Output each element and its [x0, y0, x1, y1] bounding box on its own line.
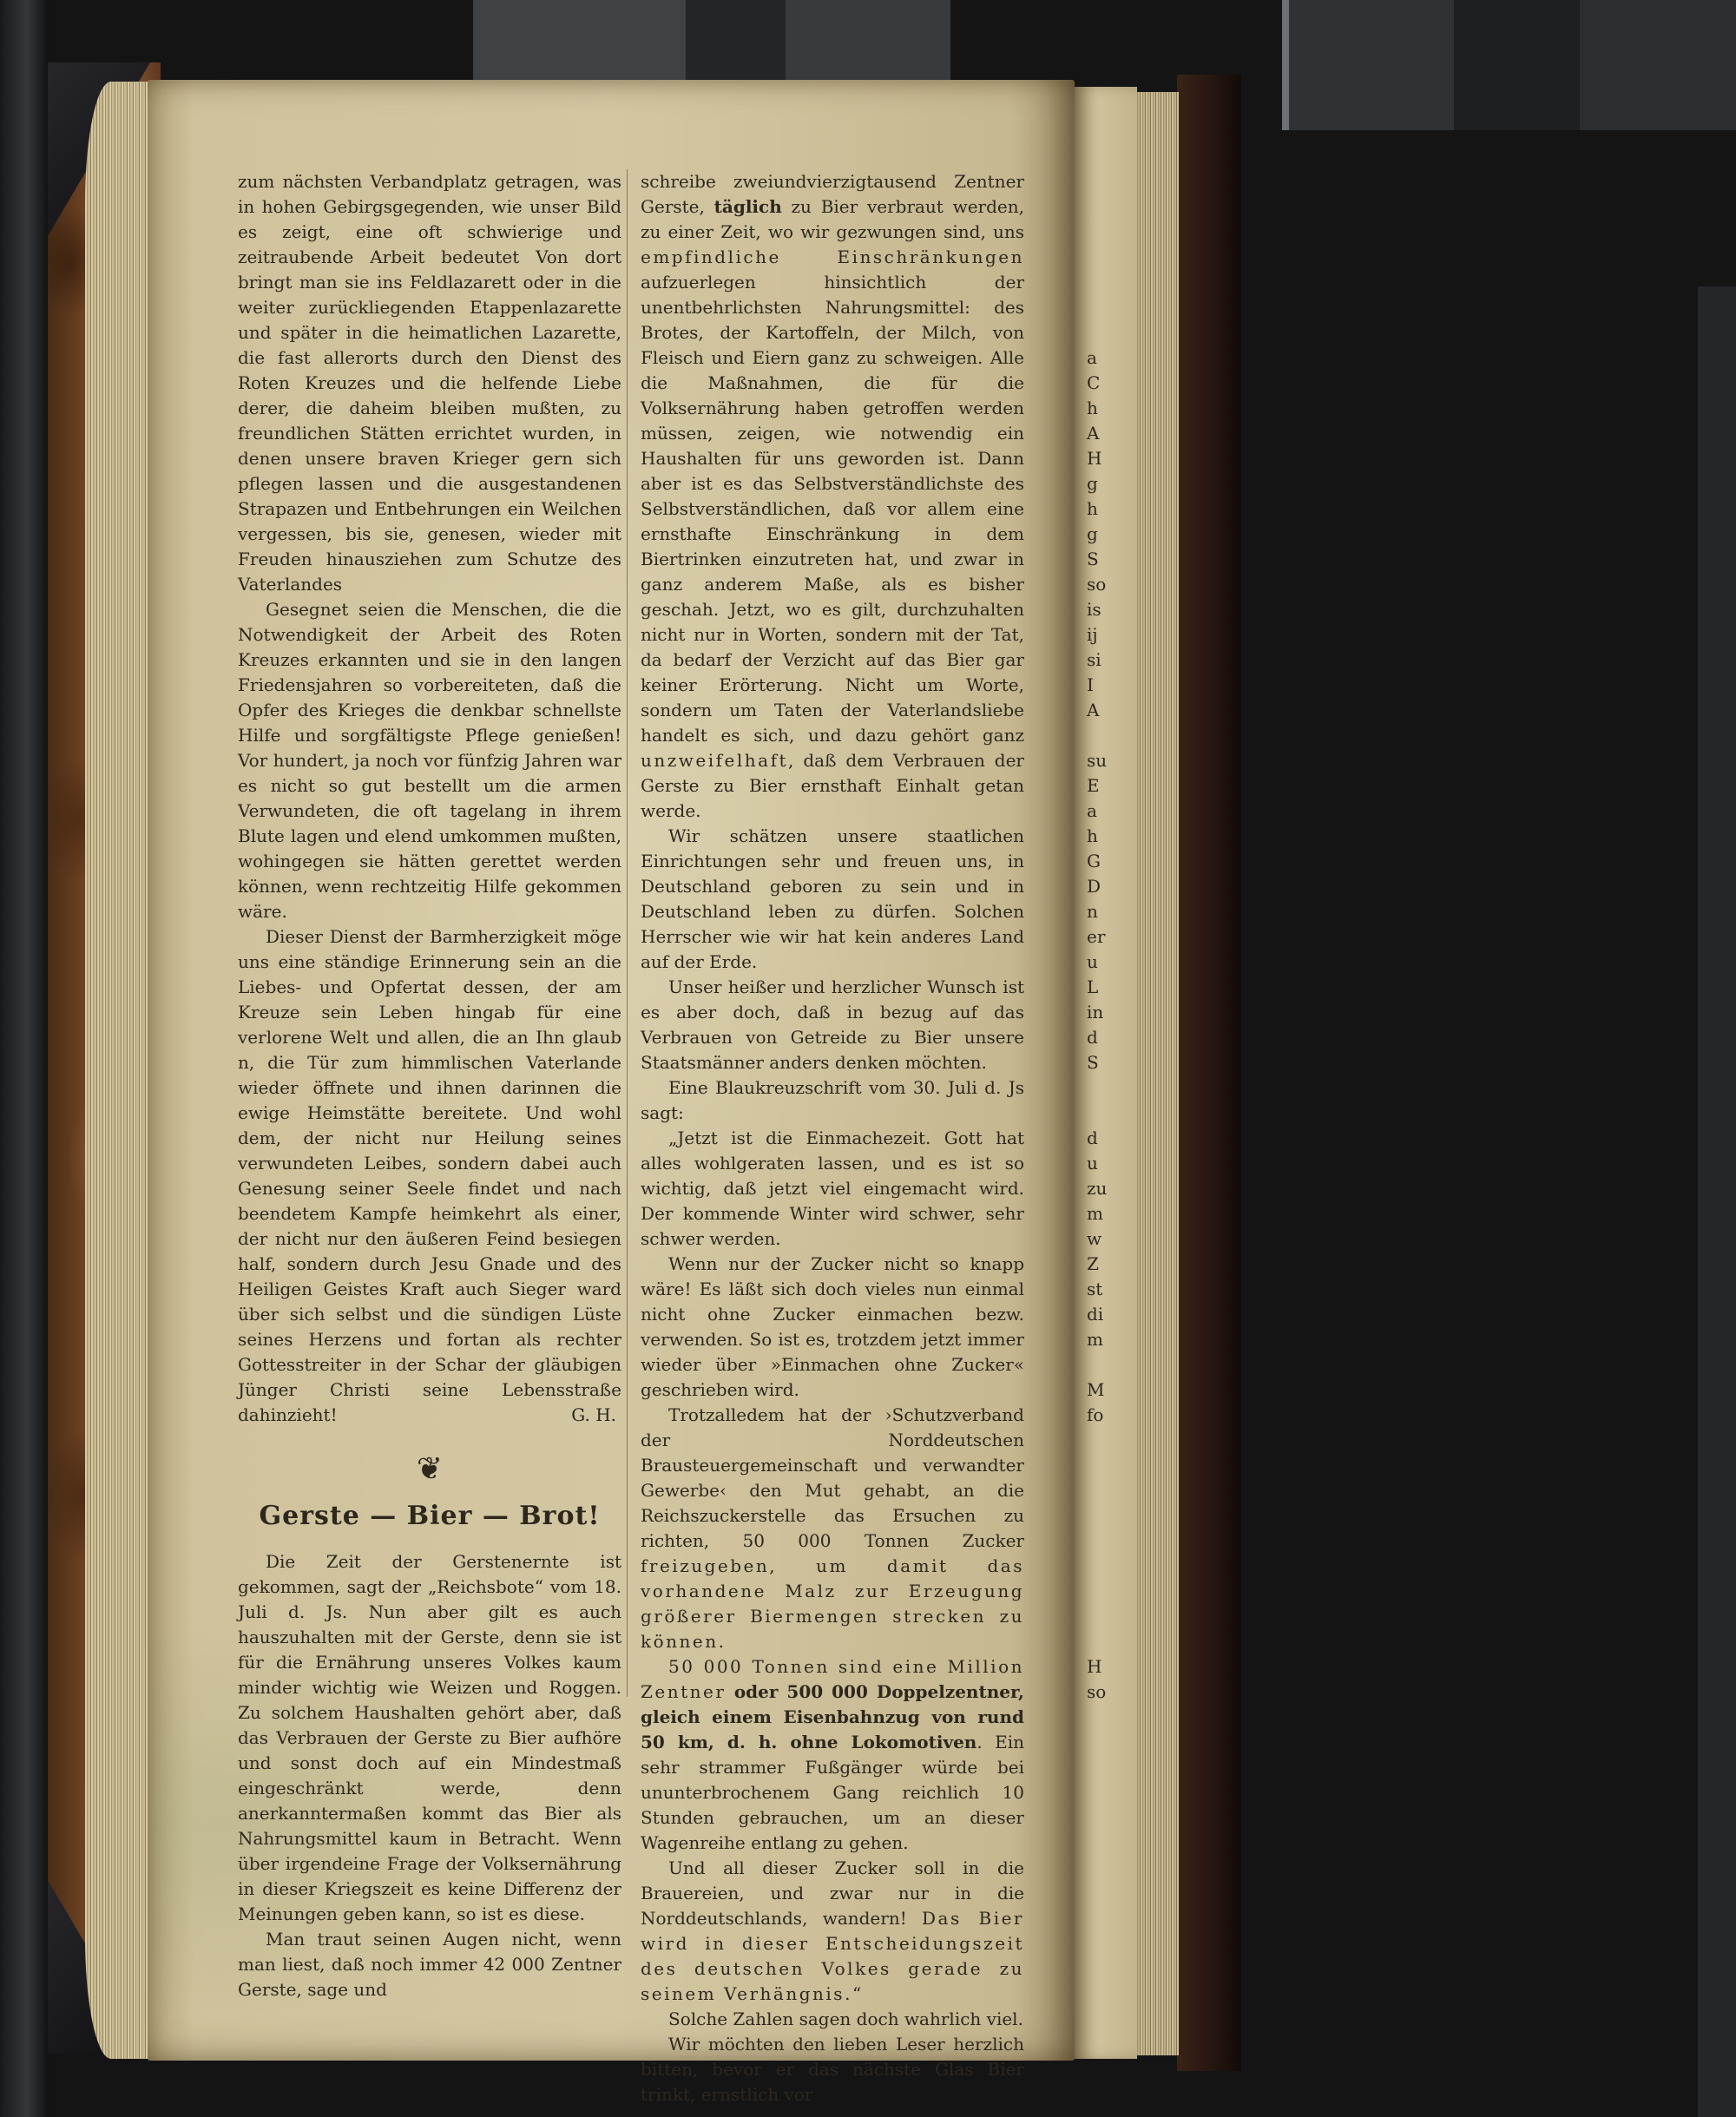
clipped-text-line: [1087, 169, 1137, 194]
clipped-text-column: [1073, 87, 1137, 1705]
clipped-text-line: [1087, 1554, 1137, 1579]
clipped-text-line: [1087, 1101, 1137, 1126]
clipped-text-line: S: [1087, 1052, 1099, 1073]
paragraph: Solche Zahlen sagen doch wahrlich viel.: [668, 2009, 1023, 2029]
clipped-text-line: [1087, 1352, 1137, 1377]
clipped-text-line: H: [1087, 448, 1102, 469]
paragraph: Dieser Dienst der Barmherzigkeit möge uns eine ständige Erinnerung sein an die Liebes- und Opfertat dessen, der am Kreuze sein Leben hingab für eine verlorene Welt und allen, die an Ihn glaub n, die Tür zum himmlischen Vaterlande wieder öffnete und ihnen darinnen die ewige Heimstätte bereitete. Und wohl dem, der nicht nur Heilung seines verwundeten Leibes, sondern dabei auch Genesung seiner Seele findet und nach beendetem Kampfe heimkehrt als einer, der nicht nur den äußeren Feind besiegen half, sondern durch Jesu Gnade und des Heiligen Geistes Kraft auch Sieger ward über sich selbst und die sündigen Lüste seines Herzens und fortan als rechter Gottesstreiter in der Schar der gläubigen Jünger Christi seine Lebensstraße dahinzieht!: [238, 926, 621, 1425]
clipped-text-line: su: [1087, 750, 1108, 771]
clipped-text-line: h: [1087, 398, 1098, 418]
clipped-text-line: so: [1087, 1681, 1107, 1702]
clipped-text-line: S: [1087, 549, 1099, 569]
background-top-band: [686, 0, 786, 83]
clipped-text-line: E: [1087, 775, 1100, 796]
clipped-text-line: H: [1087, 1656, 1102, 1677]
paragraph: Wir schätzen unsere staatlichen Einrichtungen sehr und freuen uns, in Deutschland geboren zu sein und in Deutschland leben zu dürfen. Solchen Herrscher wie wir hat kein anderes Land auf der Erde.: [641, 825, 1024, 972]
paragraph: „Jetzt ist die Einmachezeit. Gott hat alles wohlgeraten lassen, und es ist so wichtig, daß jetzt viel eingemacht wird. Der kommende Winter wird schwer, sehr schwer werden.: [641, 1128, 1024, 1249]
page-edge-stack-left: [85, 82, 155, 2059]
book-cover-right: [1177, 75, 1241, 2071]
left-column-top-section: [238, 169, 621, 1428]
paragraph: schreibe zweiundvierzigtausend Zentner Gerste, täglich zu Bier verbraut werden, zu einer Zeit, wo wir gezwungen sind, uns empfindliche Einschränkungen aufzuerlegen hinsichtlich der unentbehrlichsten Nahrungsmittel: des Brotes, der Kartoffeln, der Milch, von Fleisch und Eiern ganz zu schweigen. Alle die Maßnahmen, die für die Volksernährung haben getroffen werden müssen, zeigen, wie notwendig ein Haushalten für uns geworden ist. Dann aber ist es das Selbstverständlichste des Selbstverständlichen, daß vor allem eine ernsthafte Einschränkung in dem Biertrinken einzutreten hat, und zwar in ganz anderem Maße, als es bisher geschah. Jetzt, wo es gilt, durchzuhalten nicht nur in Worten, sondern mit der Tat, da bedarf der Verzicht auf das Bier gar keiner Erörterung. Nicht um Worte, sondern um Taten der Vaterlandsliebe handelt es sich, und dazu gehört ganz unzweifelhaft, daß dem Verbrauen der Gerste zu Bier ernsthaft Einhalt getan werde.: [641, 171, 1024, 821]
paragraph: Unser heißer und herzlicher Wunsch ist es aber doch, daß in bezug auf das Verbrauen von Getreide zu Bier unsere Staatsmänner anders denken möchten.: [641, 976, 1024, 1073]
clipped-text-line: [1087, 1453, 1137, 1478]
paragraph: 50 000 Tonnen sind eine Million Zentner oder 500 000 Doppelzentner, gleich einem Eisenbahnzug von rund 50 km, d. h. ohne Lokomotiven. Ein sehr strammer Fußgänger würde bei ununterbrochenem Gang reichlich 10 Stunden gebrauchen, um an dieser Wagenreihe entlang zu gehen.: [641, 1656, 1025, 1853]
clipped-text-line: d: [1087, 1128, 1098, 1148]
clipped-text-line: M: [1087, 1379, 1105, 1400]
clipped-text-line: [1087, 194, 1137, 220]
paragraph: Eine Blaukreuzschrift vom 30. Juli d. Js sagt:: [641, 1077, 1024, 1123]
clipped-text-line: fo: [1087, 1404, 1104, 1425]
clipped-text-line: zu: [1087, 1178, 1108, 1199]
background-top-band: [473, 0, 686, 83]
clipped-text-line: d: [1087, 1027, 1098, 1048]
clipped-text-line: [1087, 1075, 1137, 1101]
clipped-text-line: [1087, 1503, 1137, 1529]
background-top-band: [1289, 0, 1454, 130]
clipped-text-line: [1087, 320, 1137, 345]
left-column: [238, 169, 621, 2002]
clipped-text-line: [1087, 220, 1137, 245]
clipped-text-line: I: [1087, 674, 1094, 695]
clipped-text-line: [1087, 1529, 1137, 1554]
clipped-text-line: ij: [1087, 624, 1098, 645]
clipped-text-line: is: [1087, 599, 1101, 620]
background-right-strip: [1698, 286, 1736, 2117]
clipped-text-line: st: [1087, 1279, 1103, 1299]
background-top-band: [786, 0, 950, 83]
background-highlight-line: [1282, 0, 1289, 130]
clipped-text-line: u: [1087, 1153, 1098, 1174]
clipped-text-line: er: [1087, 926, 1106, 947]
paragraph: Und all dieser Zucker soll in die Brauereien, und zwar nur in die Norddeutschlands, wandern! Das Bier wird in dieser Entscheidungszeit des deutschen Volkes gerade zu seinem Verhängnis.“: [641, 1857, 1024, 2004]
paragraph: Gesegnet seien die Menschen, die die Notwendigkeit der Arbeit des Roten Kreuzes erkannten und sie in den langen Friedensjahren so vorbereiteten, daß die Opfer des Krieges die denkbar schnellste Hilfe und sorgfältigste Pflege genießen! Vor hundert, ja noch vor fünfzig Jahren war es nicht so gut bestellt um die armen Verwundeten, die oft tagelang in ihrem Blute lagen und elend umkommen mußten, wohingegen sie hätten gerettet werden können, wenn rechtzeitig Hilfe gekommen wäre.: [238, 599, 621, 922]
paragraph: zum nächsten Verbandplatz getragen, was in hohen Gebirgsgegenden, wie unser Bild es zeigt, eine oft schwierige und zeitraubende Arbeit bedeutet Von dort bringt man sie ins Feldlazarett oder in die weiter zurückliegenden Etappenlazarette und später in die heimatlichen Lazarette, die fast allerorts durch den Dienst des Roten Kreuzes und die helfende Liebe derer, die daheim bleiben mußten, zu freundlichen Stätten errichtet wurden, in denen unsere braven Krieger gern sich pflegen lassen und die ausgestandenen Strapazen und Entbehrungen ein Weilchen vergessen, bis sie, genesen, wieder mit Freuden hinausziehen zum Schutze des Vaterlandes: [238, 171, 621, 595]
clipped-text-line: di: [1087, 1304, 1104, 1325]
clipped-text-line: w: [1087, 1228, 1102, 1249]
clipped-text-line: m: [1087, 1329, 1103, 1350]
paragraph: Man traut seinen Augen nicht, wenn man liest, daß noch immer 42 000 Zentner Gerste, sage und: [238, 1929, 621, 2000]
clipped-text-line: so: [1087, 574, 1107, 595]
clipped-text-line: m: [1087, 1203, 1103, 1224]
author-initials: G. H.: [571, 1404, 616, 1425]
clipped-text-line: a: [1087, 347, 1097, 368]
clipped-text-line: g: [1087, 523, 1098, 544]
clipped-text-line: h: [1087, 498, 1098, 519]
page-edge-stack-right: [1135, 92, 1179, 2055]
clipped-text-line: [1087, 1604, 1137, 1629]
paragraph: Wenn nur der Zucker nicht so knapp wäre! Es läßt sich doch vieles nun einmal nicht ohne Zucker einmachen bezw. verwenden. So ist es, trotzdem jetzt immer wieder über »Einmachen ohne Zucker« geschrieben wird.: [641, 1253, 1024, 1400]
clipped-text-line: [1087, 245, 1137, 270]
clipped-text-line: [1087, 1428, 1137, 1453]
clipped-text-line: u: [1087, 951, 1098, 972]
paragraph: Trotzalledem hat der ›Schutzverband der Norddeutschen Brausteuergemeinschaft und verwandter Gewerbe‹ den Mut gehabt, an die Reichszuckerstelle das Ersuchen zu richten, 50 000 Tonnen Zucker freizugeben, um damit das vorhandene Malz zur Erzeugung größerer Biermengen strecken zu können.: [641, 1404, 1024, 1652]
fleuron-ornament: ❦: [416, 1451, 444, 1487]
clipped-text-line: C: [1087, 372, 1101, 393]
clipped-text-line: a: [1087, 800, 1097, 821]
right-page-sliver: [1073, 87, 1137, 2059]
clipped-text-line: [1087, 1629, 1137, 1654]
clipped-text-line: L: [1087, 976, 1099, 997]
clipped-text-line: si: [1087, 649, 1101, 670]
book-page: [148, 80, 1075, 2105]
column-divider-rule: [627, 169, 628, 1697]
paragraph: Die Zeit der Gerstenernte ist gekommen, sagt der „Reichsbote“ vom 18. Juli d. Js. Nun aber gilt es auch hauszuhalten mit der Gerste, denn sie ist für die Ernährung unseres Volkes kaum minder wichtig wie Weizen und Roggen. Zu solchem Haushalten gehört aber, daß das Verbrauen der Gerste zu Bier aufhöre und sonst doch auf ein Mindestmaß eingeschränkt werde, denn anerkanntermaßen kommt das Bier als Nahrungsmittel kaum in Betracht. Wenn über irgendeine Frage der Volksernährung in dieser Kriegszeit es keine Differenz der Meinungen geben kann, so ist es diese.: [238, 1551, 621, 1924]
clipped-text-line: [1087, 723, 1137, 748]
clipped-text-line: [1087, 1478, 1137, 1503]
clipped-text-line: [1087, 295, 1137, 320]
left-column-article-section: [238, 1549, 621, 2002]
paragraph: Wir möchten den lieben Leser herzlich bitten, bevor er das nächste Glas Bier trinkt, ernstlich vor: [641, 2034, 1024, 2105]
clipped-text-line: n: [1087, 901, 1098, 922]
background-top-band: [1454, 0, 1580, 130]
clipped-text-line: in: [1087, 1002, 1104, 1022]
clipped-text-line: A: [1087, 700, 1100, 720]
clipped-text-line: [1087, 1579, 1137, 1604]
clipped-text-line: Z: [1087, 1253, 1099, 1274]
right-column: [641, 169, 1024, 2107]
clipped-text-line: A: [1087, 423, 1100, 444]
article-heading: Gerste — Bier — Brot!: [259, 1501, 601, 1531]
background-left-strip: [0, 0, 49, 2117]
background-top-band: [1580, 0, 1736, 130]
clipped-text-line: [1087, 270, 1137, 295]
clipped-text-line: D: [1087, 876, 1101, 897]
clipped-text-line: g: [1087, 473, 1098, 494]
clipped-text-line: h: [1087, 825, 1098, 846]
clipped-text-line: G: [1087, 851, 1101, 871]
